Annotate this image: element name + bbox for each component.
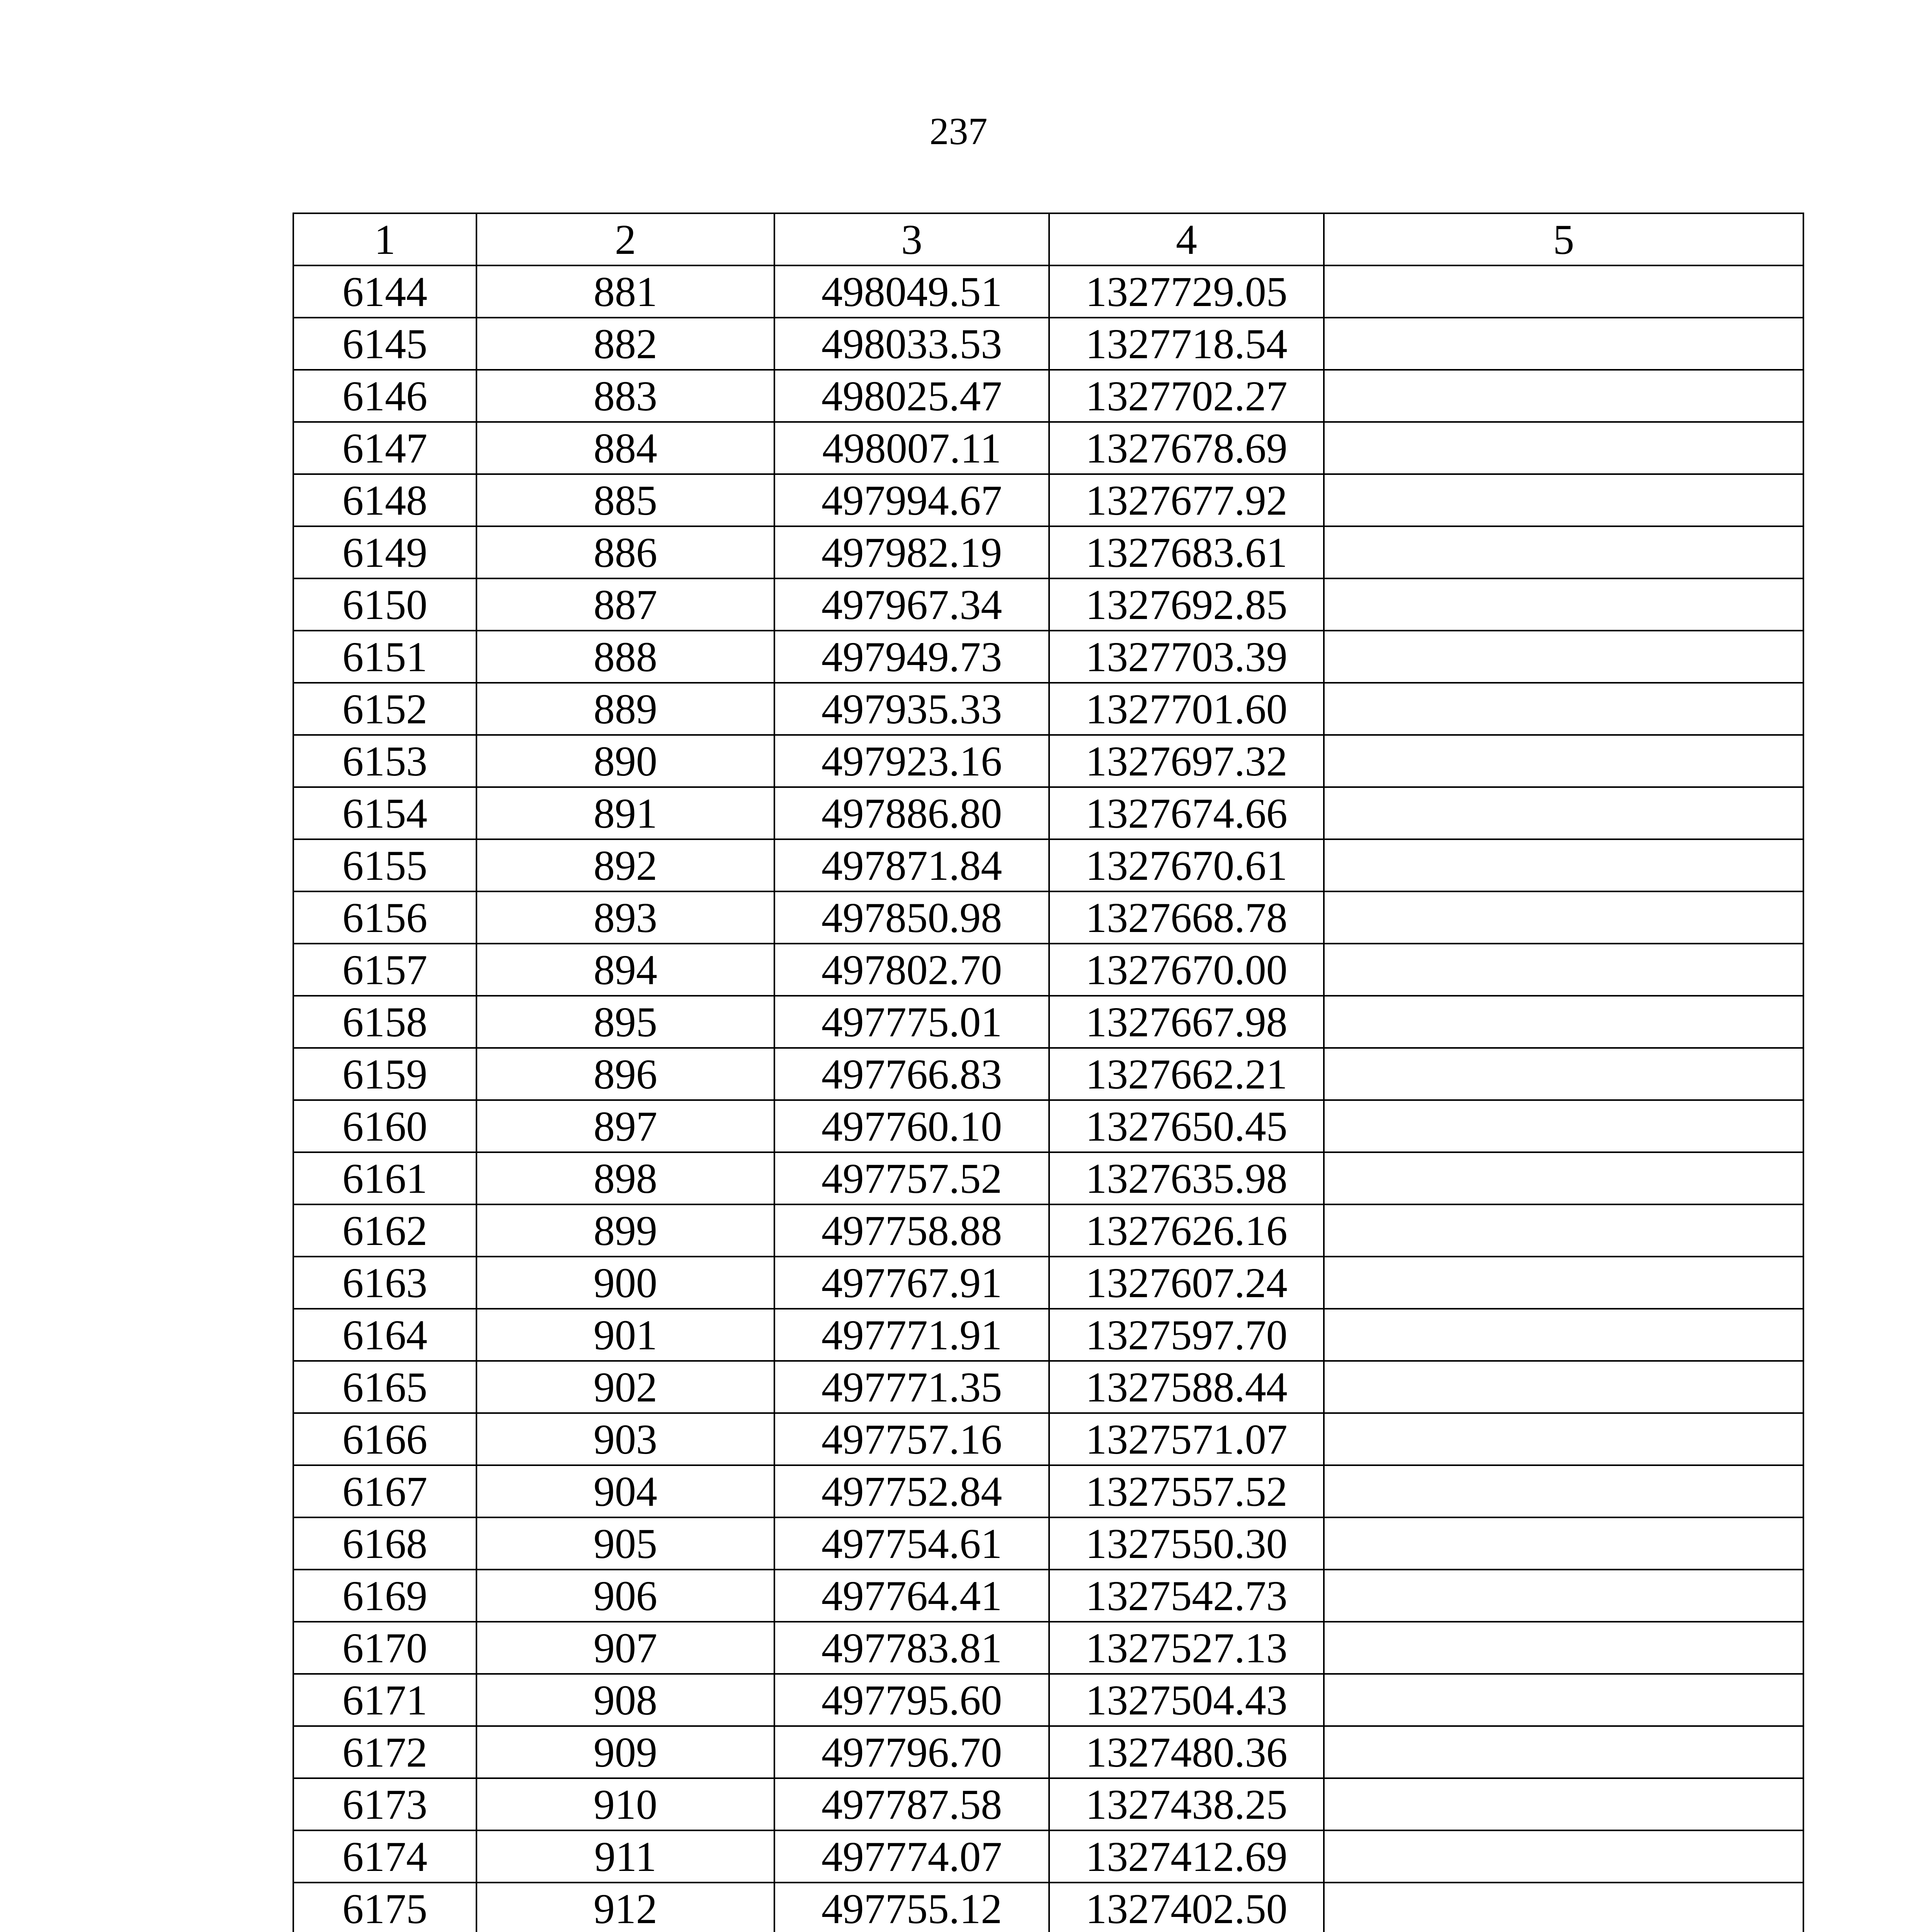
row-number-cell: 6165 bbox=[293, 1361, 476, 1413]
coordinates-table bbox=[293, 213, 1804, 1932]
column-header: 3 bbox=[774, 213, 1049, 265]
y-coordinate-cell: 1327683.61 bbox=[1049, 526, 1324, 578]
x-coordinate-cell: 497758.88 bbox=[774, 1204, 1049, 1257]
note-cell bbox=[1324, 996, 1803, 1048]
y-coordinate-cell: 1327402.50 bbox=[1049, 1883, 1324, 1932]
row-number-cell: 6147 bbox=[293, 422, 476, 474]
table-row bbox=[293, 1570, 1803, 1622]
table-row bbox=[293, 1465, 1803, 1517]
table-row bbox=[293, 318, 1803, 370]
note-cell bbox=[1324, 318, 1803, 370]
note-cell bbox=[1324, 839, 1803, 891]
x-coordinate-cell: 497935.33 bbox=[774, 683, 1049, 735]
x-coordinate-cell: 497760.10 bbox=[774, 1100, 1049, 1152]
point-number-cell: 906 bbox=[476, 1570, 774, 1622]
row-number-cell: 6145 bbox=[293, 318, 476, 370]
point-number-cell: 904 bbox=[476, 1465, 774, 1517]
row-number-cell: 6151 bbox=[293, 631, 476, 683]
y-coordinate-cell: 1327718.54 bbox=[1049, 318, 1324, 370]
y-coordinate-cell: 1327678.69 bbox=[1049, 422, 1324, 474]
point-number-cell: 912 bbox=[476, 1883, 774, 1932]
y-coordinate-cell: 1327674.66 bbox=[1049, 787, 1324, 839]
note-cell bbox=[1324, 1570, 1803, 1622]
x-coordinate-cell: 497754.61 bbox=[774, 1517, 1049, 1570]
table-row bbox=[293, 578, 1803, 631]
table-row bbox=[293, 1830, 1803, 1883]
point-number-cell: 883 bbox=[476, 370, 774, 422]
note-cell bbox=[1324, 1674, 1803, 1726]
row-number-cell: 6156 bbox=[293, 891, 476, 944]
row-number-cell: 6159 bbox=[293, 1048, 476, 1100]
x-coordinate-cell: 498049.51 bbox=[774, 265, 1049, 318]
x-coordinate-cell: 497774.07 bbox=[774, 1830, 1049, 1883]
y-coordinate-cell: 1327597.70 bbox=[1049, 1309, 1324, 1361]
note-cell bbox=[1324, 1726, 1803, 1778]
table-row bbox=[293, 1517, 1803, 1570]
y-coordinate-cell: 1327550.30 bbox=[1049, 1517, 1324, 1570]
note-cell bbox=[1324, 1257, 1803, 1309]
x-coordinate-cell: 497767.91 bbox=[774, 1257, 1049, 1309]
table-header bbox=[293, 213, 1803, 265]
row-number-cell: 6171 bbox=[293, 1674, 476, 1726]
y-coordinate-cell: 1327670.61 bbox=[1049, 839, 1324, 891]
note-cell bbox=[1324, 787, 1803, 839]
y-coordinate-cell: 1327635.98 bbox=[1049, 1152, 1324, 1204]
point-number-cell: 890 bbox=[476, 735, 774, 787]
y-coordinate-cell: 1327677.92 bbox=[1049, 474, 1324, 526]
table-row bbox=[293, 1257, 1803, 1309]
table-row bbox=[293, 1048, 1803, 1100]
note-cell bbox=[1324, 1413, 1803, 1465]
y-coordinate-cell: 1327626.16 bbox=[1049, 1204, 1324, 1257]
note-cell bbox=[1324, 1361, 1803, 1413]
row-number-cell: 6149 bbox=[293, 526, 476, 578]
row-number-cell: 6157 bbox=[293, 944, 476, 996]
table-row bbox=[293, 265, 1803, 318]
y-coordinate-cell: 1327527.13 bbox=[1049, 1622, 1324, 1674]
row-number-cell: 6163 bbox=[293, 1257, 476, 1309]
point-number-cell: 894 bbox=[476, 944, 774, 996]
x-coordinate-cell: 498025.47 bbox=[774, 370, 1049, 422]
note-cell bbox=[1324, 944, 1803, 996]
y-coordinate-cell: 1327697.32 bbox=[1049, 735, 1324, 787]
row-number-cell: 6162 bbox=[293, 1204, 476, 1257]
x-coordinate-cell: 497771.35 bbox=[774, 1361, 1049, 1413]
row-number-cell: 6160 bbox=[293, 1100, 476, 1152]
table-row bbox=[293, 1100, 1803, 1152]
row-number-cell: 6170 bbox=[293, 1622, 476, 1674]
point-number-cell: 886 bbox=[476, 526, 774, 578]
note-cell bbox=[1324, 1778, 1803, 1830]
point-number-cell: 884 bbox=[476, 422, 774, 474]
point-number-cell: 881 bbox=[476, 265, 774, 318]
column-header: 5 bbox=[1324, 213, 1803, 265]
note-cell bbox=[1324, 1048, 1803, 1100]
y-coordinate-cell: 1327557.52 bbox=[1049, 1465, 1324, 1517]
point-number-cell: 910 bbox=[476, 1778, 774, 1830]
x-coordinate-cell: 497771.91 bbox=[774, 1309, 1049, 1361]
point-number-cell: 908 bbox=[476, 1674, 774, 1726]
table-row bbox=[293, 1204, 1803, 1257]
x-coordinate-cell: 497923.16 bbox=[774, 735, 1049, 787]
x-coordinate-cell: 497886.80 bbox=[774, 787, 1049, 839]
x-coordinate-cell: 497982.19 bbox=[774, 526, 1049, 578]
note-cell bbox=[1324, 1883, 1803, 1932]
point-number-cell: 909 bbox=[476, 1726, 774, 1778]
x-coordinate-cell: 497802.70 bbox=[774, 944, 1049, 996]
point-number-cell: 889 bbox=[476, 683, 774, 735]
row-number-cell: 6152 bbox=[293, 683, 476, 735]
table-row bbox=[293, 996, 1803, 1048]
table-row bbox=[293, 839, 1803, 891]
x-coordinate-cell: 498007.11 bbox=[774, 422, 1049, 474]
y-coordinate-cell: 1327412.69 bbox=[1049, 1830, 1324, 1883]
note-cell bbox=[1324, 526, 1803, 578]
note-cell bbox=[1324, 265, 1803, 318]
table-row bbox=[293, 1883, 1803, 1932]
table-row bbox=[293, 944, 1803, 996]
point-number-cell: 905 bbox=[476, 1517, 774, 1570]
point-number-cell: 897 bbox=[476, 1100, 774, 1152]
note-cell bbox=[1324, 1465, 1803, 1517]
column-header: 1 bbox=[293, 213, 476, 265]
y-coordinate-cell: 1327571.07 bbox=[1049, 1413, 1324, 1465]
x-coordinate-cell: 497871.84 bbox=[774, 839, 1049, 891]
row-number-cell: 6174 bbox=[293, 1830, 476, 1883]
point-number-cell: 896 bbox=[476, 1048, 774, 1100]
note-cell bbox=[1324, 370, 1803, 422]
row-number-cell: 6155 bbox=[293, 839, 476, 891]
table-row bbox=[293, 1778, 1803, 1830]
point-number-cell: 903 bbox=[476, 1413, 774, 1465]
row-number-cell: 6168 bbox=[293, 1517, 476, 1570]
x-coordinate-cell: 497994.67 bbox=[774, 474, 1049, 526]
note-cell bbox=[1324, 891, 1803, 944]
table-body bbox=[293, 265, 1803, 1932]
table-row bbox=[293, 1674, 1803, 1726]
note-cell bbox=[1324, 1204, 1803, 1257]
row-number-cell: 6153 bbox=[293, 735, 476, 787]
row-number-cell: 6144 bbox=[293, 265, 476, 318]
row-number-cell: 6175 bbox=[293, 1883, 476, 1932]
point-number-cell: 907 bbox=[476, 1622, 774, 1674]
point-number-cell: 899 bbox=[476, 1204, 774, 1257]
point-number-cell: 888 bbox=[476, 631, 774, 683]
note-cell bbox=[1324, 1517, 1803, 1570]
y-coordinate-cell: 1327701.60 bbox=[1049, 683, 1324, 735]
y-coordinate-cell: 1327607.24 bbox=[1049, 1257, 1324, 1309]
x-coordinate-cell: 497850.98 bbox=[774, 891, 1049, 944]
note-cell bbox=[1324, 735, 1803, 787]
column-header: 2 bbox=[476, 213, 774, 265]
y-coordinate-cell: 1327702.27 bbox=[1049, 370, 1324, 422]
page-number: 237 bbox=[929, 110, 988, 153]
table-row bbox=[293, 422, 1803, 474]
row-number-cell: 6164 bbox=[293, 1309, 476, 1361]
point-number-cell: 902 bbox=[476, 1361, 774, 1413]
row-number-cell: 6169 bbox=[293, 1570, 476, 1622]
x-coordinate-cell: 497752.84 bbox=[774, 1465, 1049, 1517]
row-number-cell: 6167 bbox=[293, 1465, 476, 1517]
note-cell bbox=[1324, 1830, 1803, 1883]
x-coordinate-cell: 497775.01 bbox=[774, 996, 1049, 1048]
table-row bbox=[293, 1361, 1803, 1413]
table-row bbox=[293, 1413, 1803, 1465]
x-coordinate-cell: 497967.34 bbox=[774, 578, 1049, 631]
x-coordinate-cell: 497795.60 bbox=[774, 1674, 1049, 1726]
point-number-cell: 895 bbox=[476, 996, 774, 1048]
note-cell bbox=[1324, 631, 1803, 683]
x-coordinate-cell: 497755.12 bbox=[774, 1883, 1049, 1932]
table-row bbox=[293, 891, 1803, 944]
y-coordinate-cell: 1327650.45 bbox=[1049, 1100, 1324, 1152]
note-cell bbox=[1324, 422, 1803, 474]
row-number-cell: 6146 bbox=[293, 370, 476, 422]
row-number-cell: 6150 bbox=[293, 578, 476, 631]
row-number-cell: 6172 bbox=[293, 1726, 476, 1778]
table-row bbox=[293, 735, 1803, 787]
row-number-cell: 6173 bbox=[293, 1778, 476, 1830]
table-row bbox=[293, 631, 1803, 683]
point-number-cell: 911 bbox=[476, 1830, 774, 1883]
y-coordinate-cell: 1327729.05 bbox=[1049, 265, 1324, 318]
note-cell bbox=[1324, 1622, 1803, 1674]
x-coordinate-cell: 497949.73 bbox=[774, 631, 1049, 683]
y-coordinate-cell: 1327504.43 bbox=[1049, 1674, 1324, 1726]
table-row bbox=[293, 1622, 1803, 1674]
x-coordinate-cell: 497764.41 bbox=[774, 1570, 1049, 1622]
row-number-cell: 6158 bbox=[293, 996, 476, 1048]
y-coordinate-cell: 1327703.39 bbox=[1049, 631, 1324, 683]
point-number-cell: 898 bbox=[476, 1152, 774, 1204]
x-coordinate-cell: 497787.58 bbox=[774, 1778, 1049, 1830]
y-coordinate-cell: 1327588.44 bbox=[1049, 1361, 1324, 1413]
note-cell bbox=[1324, 683, 1803, 735]
y-coordinate-cell: 1327692.85 bbox=[1049, 578, 1324, 631]
note-cell bbox=[1324, 1309, 1803, 1361]
table-row bbox=[293, 370, 1803, 422]
y-coordinate-cell: 1327438.25 bbox=[1049, 1778, 1324, 1830]
column-header: 4 bbox=[1049, 213, 1324, 265]
table-row bbox=[293, 526, 1803, 578]
table-row bbox=[293, 1726, 1803, 1778]
y-coordinate-cell: 1327668.78 bbox=[1049, 891, 1324, 944]
point-number-cell: 882 bbox=[476, 318, 774, 370]
note-cell bbox=[1324, 578, 1803, 631]
y-coordinate-cell: 1327670.00 bbox=[1049, 944, 1324, 996]
point-number-cell: 901 bbox=[476, 1309, 774, 1361]
x-coordinate-cell: 497757.16 bbox=[774, 1413, 1049, 1465]
row-number-cell: 6166 bbox=[293, 1413, 476, 1465]
x-coordinate-cell: 497757.52 bbox=[774, 1152, 1049, 1204]
table-row bbox=[293, 474, 1803, 526]
x-coordinate-cell: 497783.81 bbox=[774, 1622, 1049, 1674]
table-row bbox=[293, 1309, 1803, 1361]
row-number-cell: 6154 bbox=[293, 787, 476, 839]
header-row bbox=[293, 213, 1803, 265]
point-number-cell: 891 bbox=[476, 787, 774, 839]
note-cell bbox=[1324, 474, 1803, 526]
x-coordinate-cell: 497796.70 bbox=[774, 1726, 1049, 1778]
y-coordinate-cell: 1327662.21 bbox=[1049, 1048, 1324, 1100]
row-number-cell: 6161 bbox=[293, 1152, 476, 1204]
y-coordinate-cell: 1327480.36 bbox=[1049, 1726, 1324, 1778]
note-cell bbox=[1324, 1152, 1803, 1204]
table-row bbox=[293, 787, 1803, 839]
x-coordinate-cell: 498033.53 bbox=[774, 318, 1049, 370]
note-cell bbox=[1324, 1100, 1803, 1152]
table-row bbox=[293, 683, 1803, 735]
point-number-cell: 887 bbox=[476, 578, 774, 631]
point-number-cell: 893 bbox=[476, 891, 774, 944]
y-coordinate-cell: 1327667.98 bbox=[1049, 996, 1324, 1048]
x-coordinate-cell: 497766.83 bbox=[774, 1048, 1049, 1100]
row-number-cell: 6148 bbox=[293, 474, 476, 526]
point-number-cell: 892 bbox=[476, 839, 774, 891]
point-number-cell: 900 bbox=[476, 1257, 774, 1309]
point-number-cell: 885 bbox=[476, 474, 774, 526]
y-coordinate-cell: 1327542.73 bbox=[1049, 1570, 1324, 1622]
table-row bbox=[293, 1152, 1803, 1204]
